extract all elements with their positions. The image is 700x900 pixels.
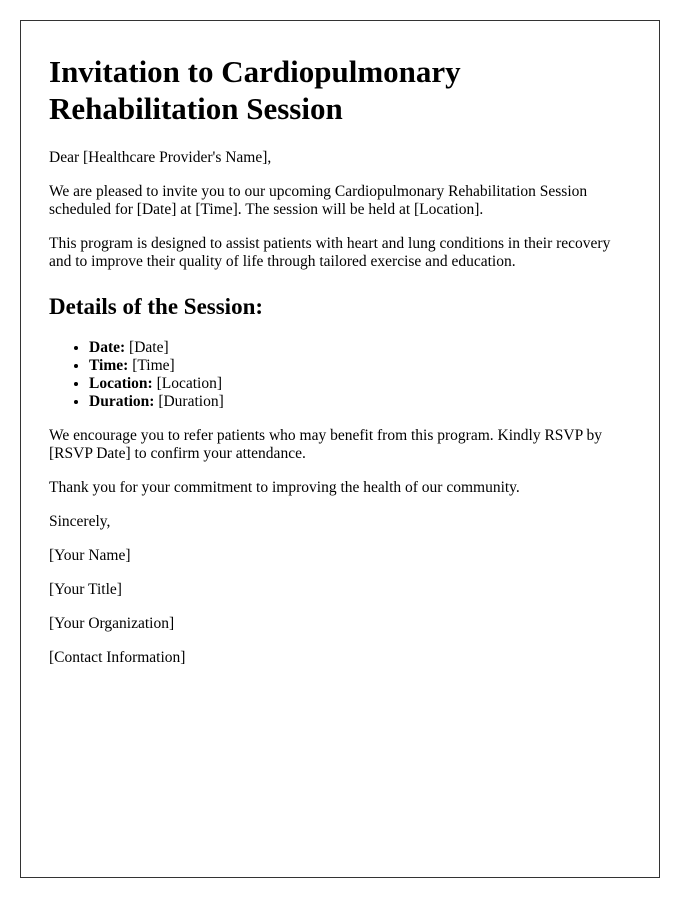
salutation: Dear [Healthcare Provider's Name], <box>49 149 272 166</box>
signature-contact: [Contact Information] <box>49 649 186 666</box>
intro-paragraph: We are pleased to invite you to our upcoming Cardiopulmonary Rehabilitation Session scheduled for [Date] at [Time]. The session will be held at [Location]. <box>49 183 588 218</box>
detail-value: [Location] <box>156 375 223 392</box>
detail-value: [Time] <box>132 357 175 374</box>
detail-item-date <box>89 339 631 357</box>
thanks-paragraph: Thank you for your commitment to improving the health of our community. <box>49 479 520 496</box>
encourage-paragraph: We encourage you to refer patients who may benefit from this program. Kindly RSVP by [RSVP Date] to confirm your attendance. <box>49 427 603 462</box>
details-heading: Details of the Session: <box>49 294 264 319</box>
detail-item-time <box>89 357 631 375</box>
detail-label: Duration: <box>89 393 155 410</box>
program-paragraph: This program is designed to assist patients with heart and lung conditions in their recovery and to improve their quality of life through tailored exercise and education. <box>49 235 611 270</box>
detail-item-location <box>89 375 631 393</box>
detail-value: [Duration] <box>158 393 224 410</box>
closing: Sincerely, <box>49 513 111 530</box>
signature-title: [Your Title] <box>49 581 122 598</box>
letter-page <box>20 20 660 878</box>
detail-label: Time: <box>89 357 129 374</box>
details-list <box>49 339 631 411</box>
signature-organization: [Your Organization] <box>49 615 175 632</box>
letter-title: Invitation to Cardiopulmonary Rehabilitation Session <box>49 54 461 126</box>
detail-item-duration <box>89 393 631 411</box>
detail-label: Date: <box>89 339 126 356</box>
detail-value: [Date] <box>129 339 169 356</box>
signature-name: [Your Name] <box>49 547 131 564</box>
detail-label: Location: <box>89 375 153 392</box>
